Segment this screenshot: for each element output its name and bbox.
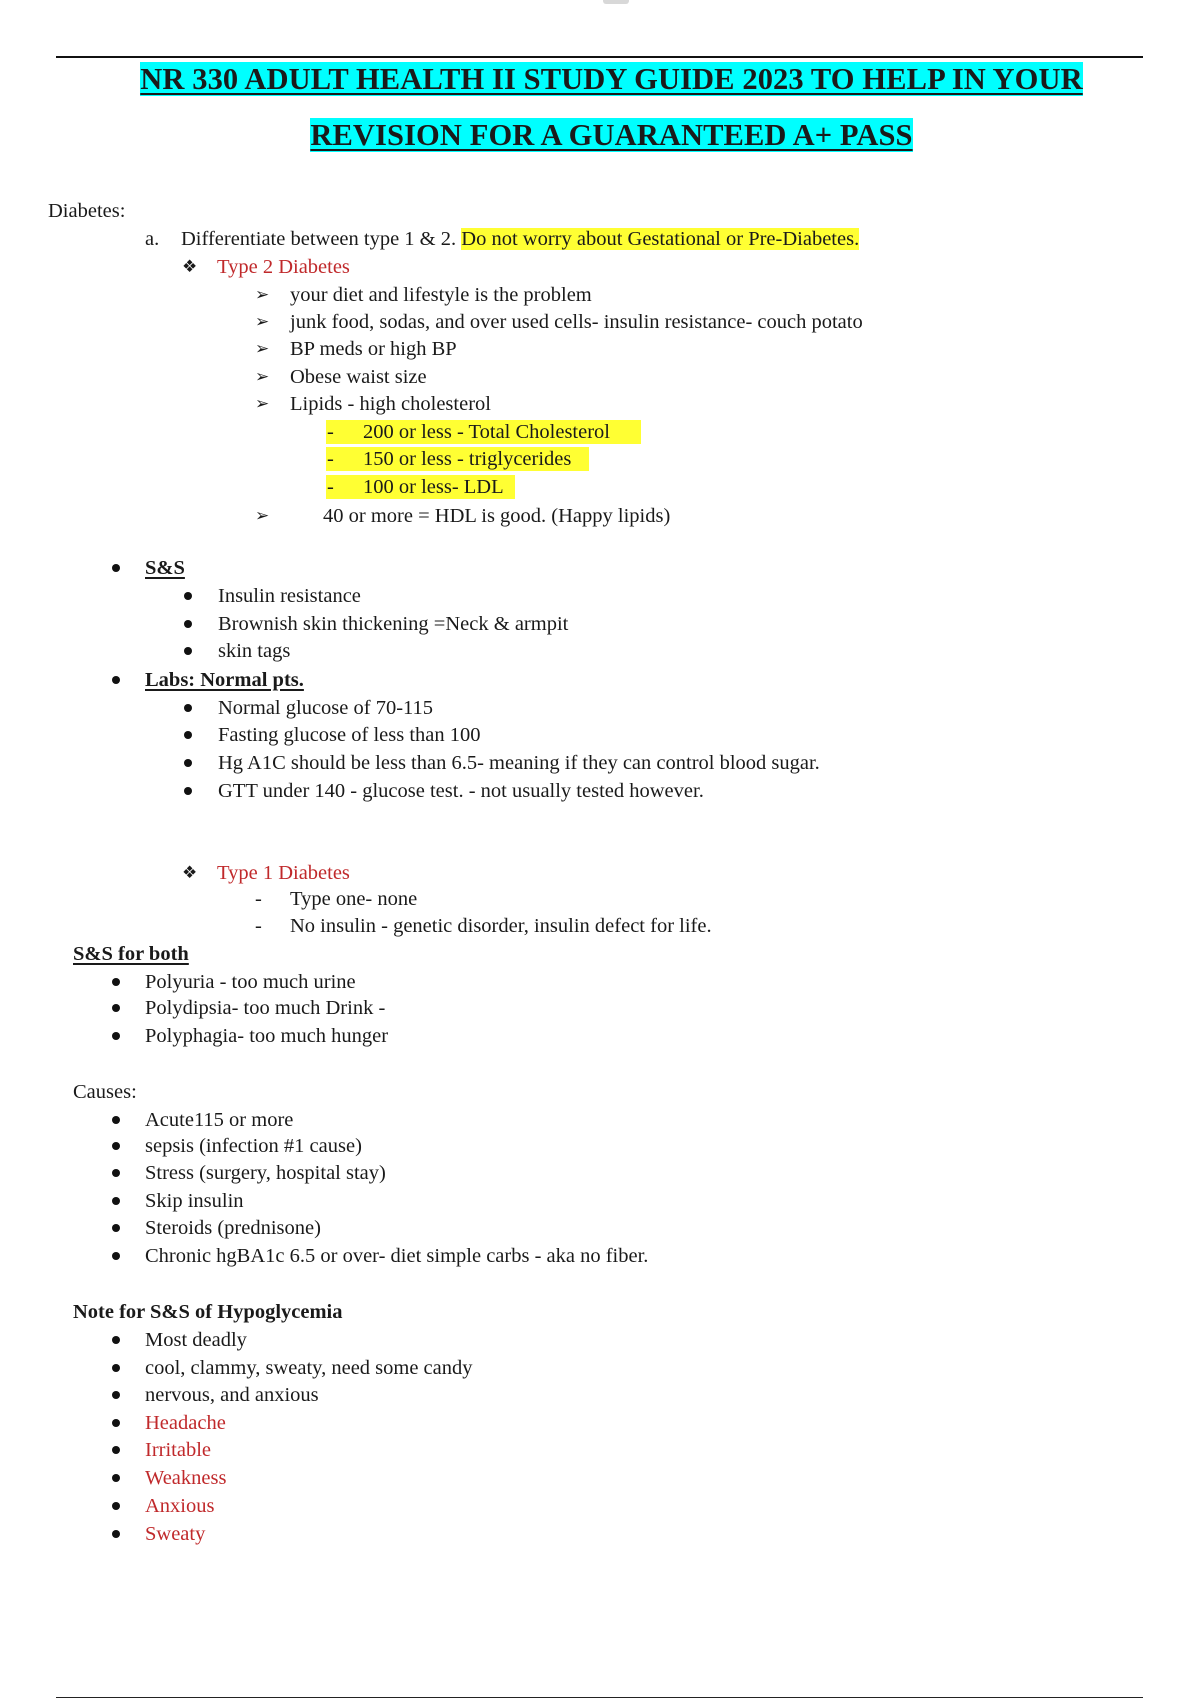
lab-item: Hg A1C should be less than 6.5- meaning if they can control blood sugar.: [218, 752, 820, 774]
ss-both-item: Polydipsia- too much Drink -: [145, 997, 386, 1019]
bullet-icon: [112, 1446, 120, 1454]
item-a-text: Differentiate between type 1 & 2.: [181, 228, 457, 250]
bullet-icon: [112, 1502, 120, 1510]
cause-item: Chronic hgBA1c 6.5 or over- diet simple carbs - aka no fiber.: [145, 1245, 649, 1267]
arrow-bullet-icon: ➢: [255, 506, 270, 525]
arrow-bullet-icon: ➢: [255, 339, 270, 358]
bullet-icon: [112, 1474, 120, 1482]
arrow-bullet-icon: ➢: [255, 312, 270, 331]
cause-item: Acute115 or more: [145, 1109, 294, 1131]
type1-diamond-icon: ❖: [182, 863, 198, 882]
bullet-icon: [184, 759, 192, 767]
ss-both-item: Polyphagia- too much hunger: [145, 1025, 389, 1047]
bullet-icon: [112, 1530, 120, 1538]
bullet-icon: [184, 647, 192, 655]
bullet-icon: [184, 620, 192, 628]
type2-label: Type 2 Diabetes: [217, 256, 350, 278]
bullet-icon: [112, 1197, 120, 1205]
hypo-item: Sweaty: [145, 1523, 206, 1545]
item-a-highlight: Do not worry about Gestational or Pre-Diabetes.: [461, 228, 860, 250]
type1-label: Type 1 Diabetes: [217, 862, 350, 884]
ss-both-item: Polyuria - too much urine: [145, 971, 356, 993]
type2-point: Lipids - high cholesterol: [290, 393, 491, 415]
hypo-item: Irritable: [145, 1439, 212, 1461]
bullet-icon: [112, 1224, 120, 1232]
bullet-icon: [184, 731, 192, 739]
bullet-icon: [112, 1336, 120, 1344]
top-rule: [56, 56, 1143, 58]
hypo-heading: Note for S&S of Hypoglycemia: [73, 1301, 343, 1323]
cause-item: Steroids (prednisone): [145, 1217, 321, 1239]
bullet-icon: [112, 1142, 120, 1150]
bullet-icon: [184, 787, 192, 795]
bullet-icon: [112, 1419, 120, 1427]
arrow-bullet-icon: ➢: [255, 367, 270, 386]
title-line-1: NR 330 ADULT HEALTH II STUDY GUIDE 2023 TO HELP IN YOUR: [140, 62, 1083, 96]
bullet-icon: [112, 1032, 120, 1040]
dash-icon: -: [327, 448, 334, 470]
item-a-marker: a.: [145, 228, 160, 250]
bottom-rule: [56, 1697, 1143, 1698]
arrow-bullet-icon: ➢: [255, 394, 270, 413]
bullet-icon: [184, 592, 192, 600]
hypo-item: cool, clammy, sweaty, need some candy: [145, 1357, 473, 1379]
dash-icon: -: [327, 476, 334, 498]
ss-item: Insulin resistance: [218, 585, 361, 607]
hypo-item: Most deadly: [145, 1329, 247, 1351]
causes-heading: Causes:: [73, 1081, 137, 1103]
type1-item: No insulin - genetic disorder, insulin defect for life.: [290, 915, 712, 937]
type2-point: BP meds or high BP: [290, 338, 457, 360]
arrow-bullet-icon: ➢: [255, 285, 270, 304]
type2-point: junk food, sodas, and over used cells- insulin resistance- couch potato: [290, 311, 863, 333]
lipid-item: 150 or less - triglycerides: [363, 448, 572, 470]
bullet-icon: [112, 1252, 120, 1260]
type2-point: Obese waist size: [290, 366, 427, 388]
hypo-item: nervous, and anxious: [145, 1384, 319, 1406]
bullet-icon: [112, 978, 120, 986]
ss-heading: S&S: [145, 557, 185, 579]
bullet-icon: [112, 1004, 120, 1012]
bullet-icon: [184, 704, 192, 712]
cause-item: Stress (surgery, hospital stay): [145, 1162, 386, 1184]
title-line-2: REVISION FOR A GUARANTEED A+ PASS: [310, 118, 913, 152]
hypo-item: Headache: [145, 1412, 226, 1434]
dash-icon: -: [327, 421, 334, 443]
ss-item: Brownish skin thickening =Neck & armpit: [218, 613, 569, 635]
lipid-item: 100 or less- LDL: [363, 476, 504, 498]
bullet-icon: [112, 1169, 120, 1177]
dash-icon: -: [255, 888, 262, 910]
bullet-icon: [112, 1391, 120, 1399]
ss-both-heading: S&S for both: [73, 943, 189, 965]
lab-item: Fasting glucose of less than 100: [218, 724, 481, 746]
cause-item: sepsis (infection #1 cause): [145, 1135, 362, 1157]
labs-heading: Labs: Normal pts.: [145, 669, 304, 691]
bullet-icon: [112, 1364, 120, 1372]
ss-item: skin tags: [218, 640, 291, 662]
bullet-icon: [112, 564, 120, 572]
type1-item: Type one- none: [290, 888, 418, 910]
item-a-line: [181, 227, 859, 251]
type2-diamond-icon: ❖: [182, 257, 198, 276]
cause-item: Skip insulin: [145, 1190, 244, 1212]
lab-item: GTT under 140 - glucose test. - not usually tested however.: [218, 780, 704, 802]
lab-item: Normal glucose of 70-115: [218, 697, 434, 719]
page-top-marker: [603, 0, 629, 4]
diabetes-heading: Diabetes:: [48, 200, 126, 222]
hypo-item: Anxious: [145, 1495, 215, 1517]
hdl-note: 40 or more = HDL is good. (Happy lipids): [323, 505, 671, 527]
lipid-item: 200 or less - Total Cholesterol: [363, 421, 611, 443]
type2-point: your diet and lifestyle is the problem: [290, 284, 592, 306]
bullet-icon: [112, 1116, 120, 1124]
bullet-icon: [112, 676, 120, 684]
hypo-item: Weakness: [145, 1467, 227, 1489]
dash-icon: -: [255, 915, 262, 937]
